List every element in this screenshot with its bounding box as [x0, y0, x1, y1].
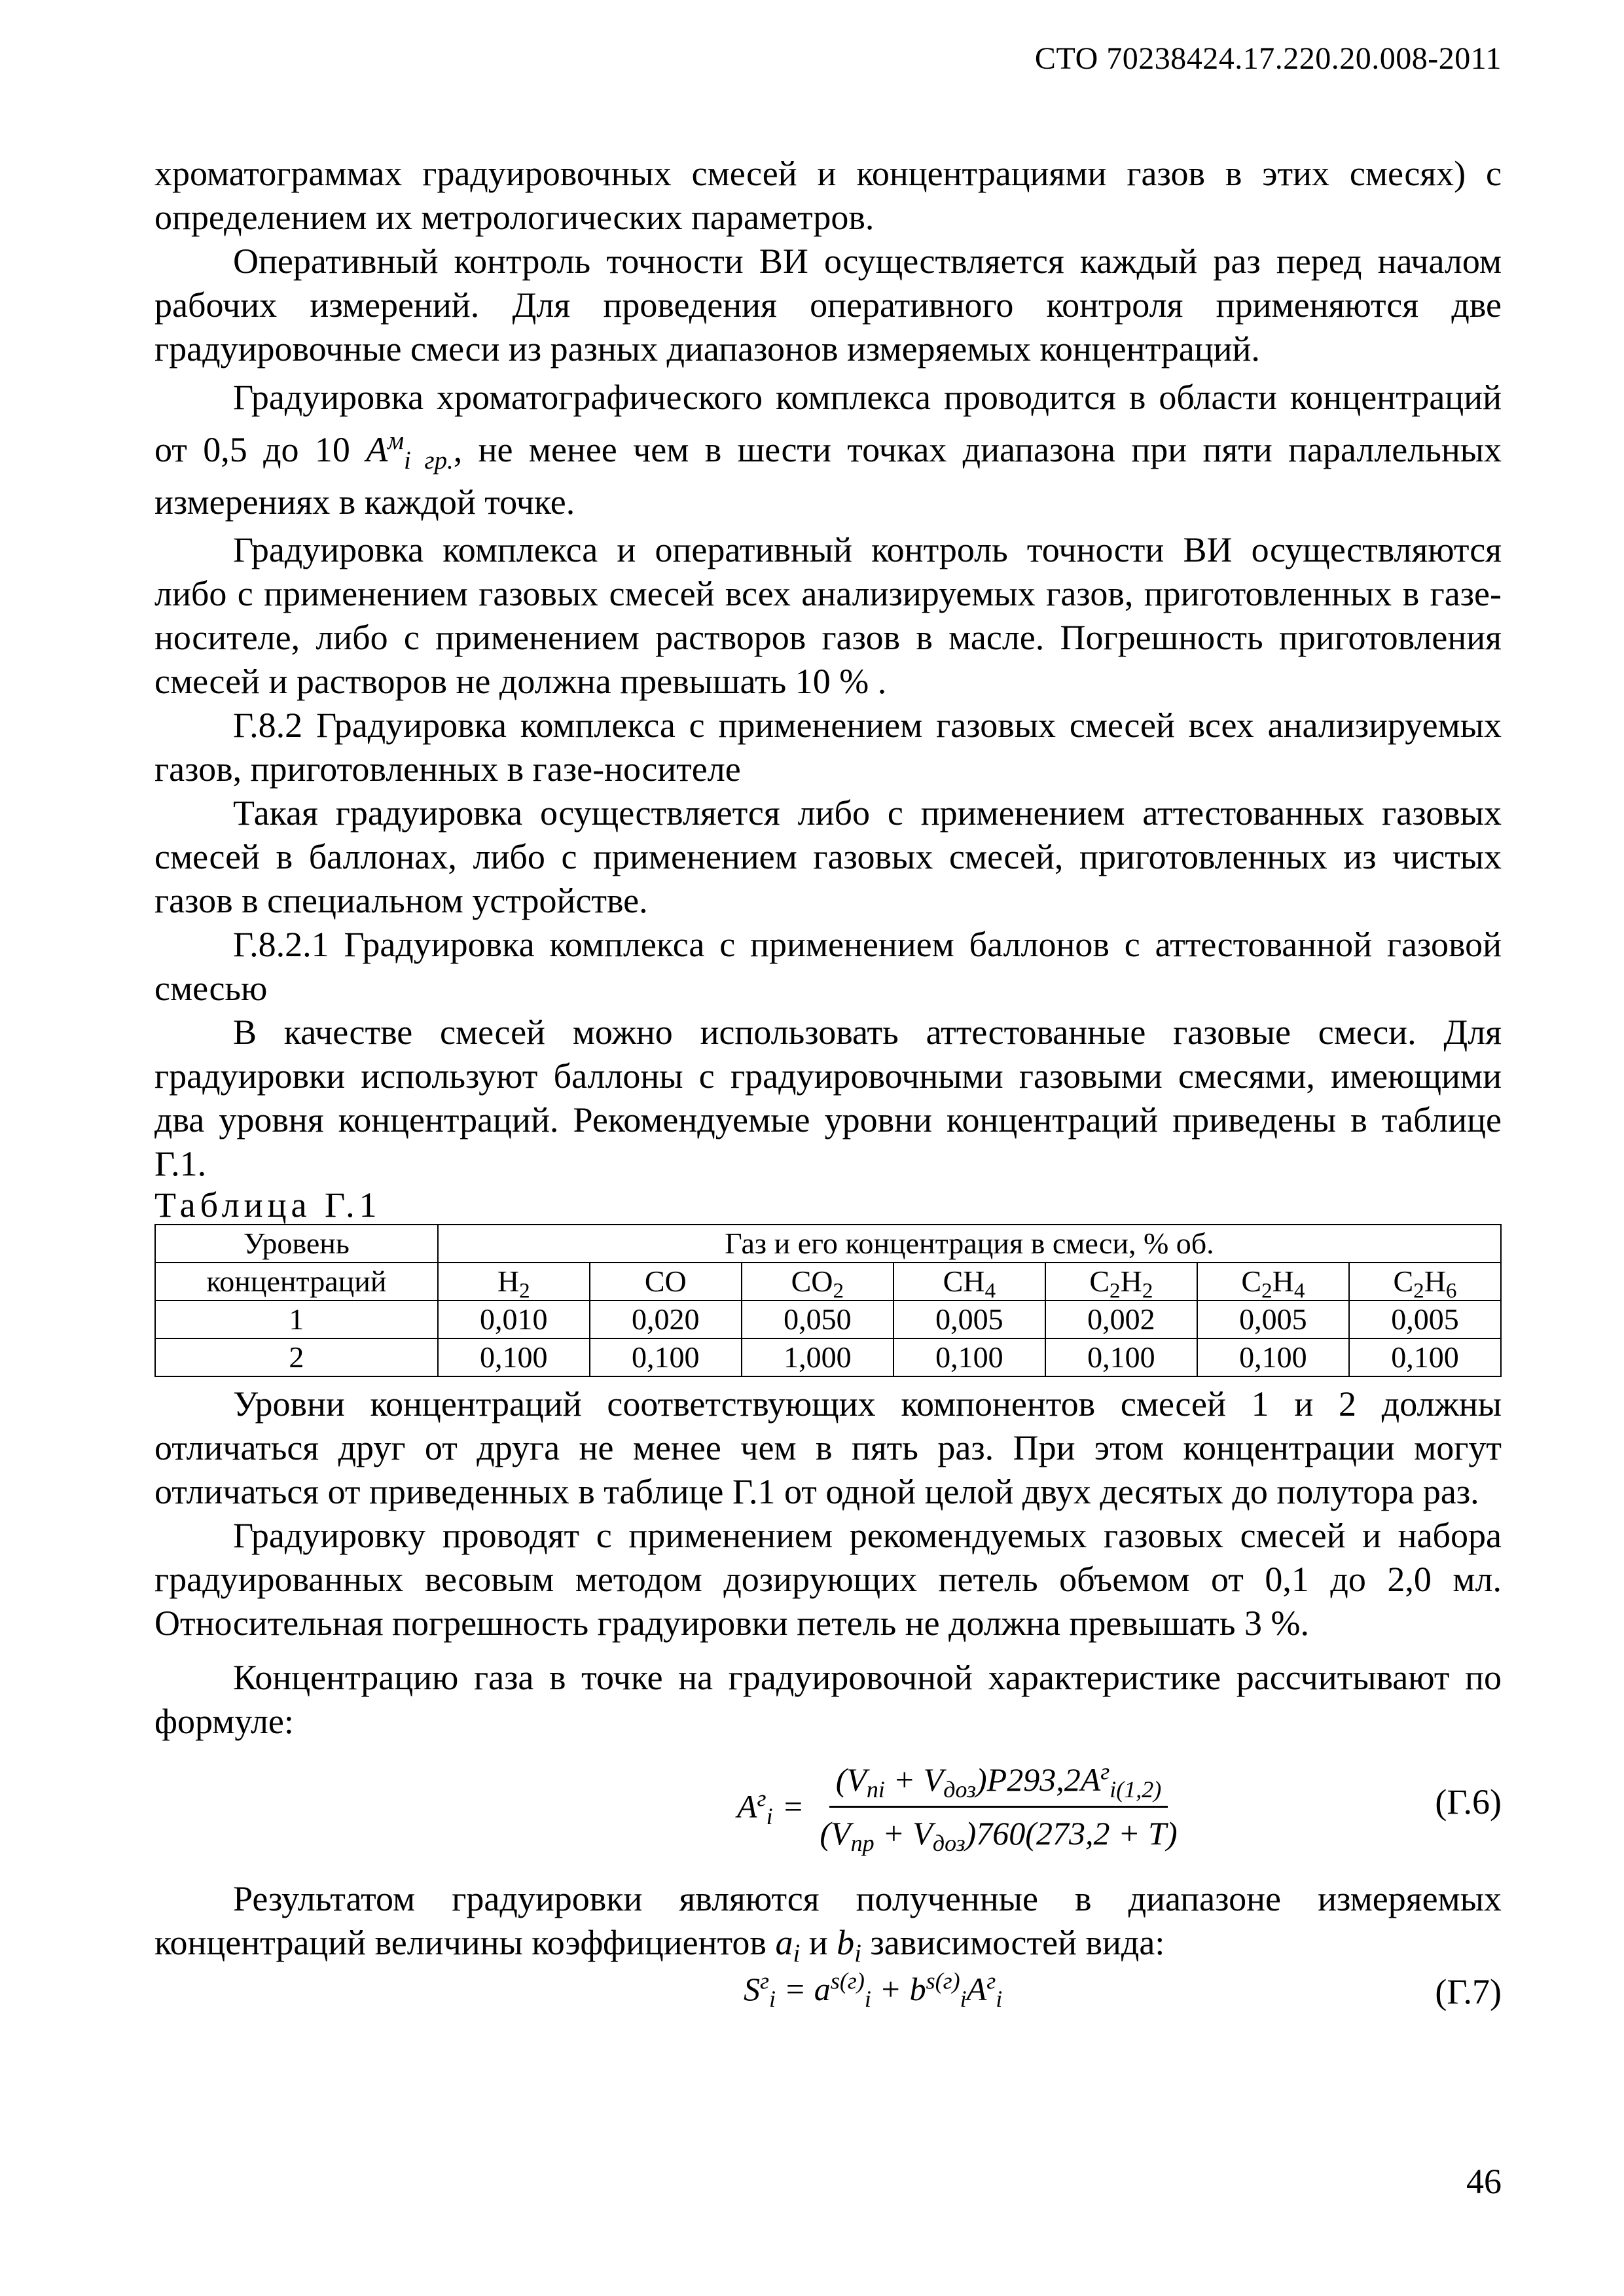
table-value-cell: 0,005 [1349, 1300, 1501, 1338]
table-gas-header-cell: $H_2$ [438, 1263, 590, 1300]
formula-number: (Г.7) [1435, 1972, 1502, 2011]
section-heading: Г.8.2 Градуировка комплекса с применением газовых смесей всех анализируемых газов, приготовленных в газе-носителе [154, 706, 1502, 789]
formula-numerator: $(V_{ni} + V_{доз})P293,2A^г_{i(1,2)}$ [829, 1758, 1168, 1808]
table-gas-header-cell: $C_2H_2$ [1045, 1263, 1197, 1300]
table-caption: Таблица Г.1 [154, 1185, 382, 1225]
formula-fraction [813, 1758, 1183, 1856]
table-value-cell: 0,020 [590, 1300, 742, 1338]
concentration-table [154, 1224, 1502, 1377]
table-header-row [155, 1263, 1501, 1300]
table-gas-header-cell: $CH_4$ [893, 1263, 1045, 1300]
document-body [154, 152, 1502, 2017]
paragraph: Градуировка комплекса и оперативный контроль точности ВИ осуществляются либо с применением газовых смесей всех анализируемых газов, приготовленных в газе-носителе, либо с применением растворов газов в масле. Погрешность приготовления смесей и растворов не должна превышать 10 % . [154, 530, 1502, 701]
math-symbol: $a_i$ [775, 1923, 801, 1967]
paragraph: Градуировку проводят с применением рекомендуемых газовых смесей и набора градуированных весовым методом дозирующих петель объемом от 0,1 до 2,0 мл. Относительная погрешность градуировки петель не должна превышать 3 %. [154, 1516, 1502, 1643]
table-row [155, 1338, 1501, 1376]
table-level-cell: 1 [155, 1300, 438, 1338]
table-header-cell: концентраций [155, 1263, 438, 1300]
subsection-heading: Г.8.2.1 Градуировка комплекса с применением баллонов с аттестованной газовой смесью [154, 925, 1502, 1008]
formula-denominator: $(V_{пр} + V_{доз})760(273,2 + T)$ [820, 1814, 1178, 1856]
table-level-cell: 2 [155, 1338, 438, 1376]
table-value-cell: 1,000 [742, 1338, 893, 1376]
paragraph: хроматограммах градуировочных смесей и концентрациями газов в этих смесях) с определением их метрологических параметров. [154, 154, 1502, 237]
table-value-cell: 0,100 [1045, 1338, 1197, 1376]
table-gas-header-cell: $CO_2$ [742, 1263, 893, 1300]
paragraph: В качестве смесей можно использовать аттестованные газовые смеси. Для градуировки используют баллоны с градуировочными газовыми смесями, имеющими два уровня концентраций. Рекомендуемые уровни концентраций приведены в таблице Г.1. [154, 1013, 1502, 1183]
table-value-cell: 0,100 [1349, 1338, 1501, 1376]
formula-expression: $S^г_i = a^{s(г)}_i + b^{s(г)}_iA^г_i$ [744, 1967, 1003, 2013]
table-value-cell: 0,010 [438, 1300, 590, 1338]
paragraph-with-symbols: Результатом градуировки являются полученные в диапазоне измеряемых концентраций величины коэффициентов $a_i$ и $b_i$ зависимостей вида: [154, 1879, 1502, 1967]
formula-g7 [154, 1965, 1502, 2017]
page-number: 46 [1466, 2162, 1502, 2201]
paragraph: Концентрацию газа в точке на градуировочной характеристике рассчитывают по формуле: [154, 1658, 1502, 1741]
table-row [155, 1300, 1501, 1338]
table-value-cell: 0,100 [438, 1338, 590, 1376]
table-header-group: Газ и его концентрация в смеси, % об. [438, 1225, 1501, 1263]
paragraph: Такая градуировка осуществляется либо с применением аттестованных газовых смесей в баллонах, либо с применением газовых смесей, приготовленных из чистых газов в специальном устройстве. [154, 793, 1502, 920]
table-value-cell: 0,005 [893, 1300, 1045, 1338]
table-header-cell: Уровень [155, 1225, 438, 1263]
paragraph: Уровни концентраций соответствующих компонентов смесей 1 и 2 должны отличаться друг от друга не менее чем в пять раз. При этом концентрации могут отличаться от приведенных в таблице Г.1 от одной целой двух десятых до полутора раз. [154, 1384, 1502, 1511]
paragraph: Оперативный контроль точности ВИ осуществляется каждый раз перед началом рабочих измерений. Для проведения оперативного контроля применяются две градуировочные смеси из разных диапазонов измеряемых концентраций. [154, 242, 1502, 368]
table-gas-header-cell: $C_2H_6$ [1349, 1263, 1501, 1300]
formula-lhs: $A^г_i$ [737, 1784, 773, 1829]
table-value-cell: 0,100 [1197, 1338, 1349, 1376]
table-value-cell: 0,002 [1045, 1300, 1197, 1338]
table-value-cell: 0,100 [590, 1338, 742, 1376]
math-symbol: $b_i$ [837, 1923, 861, 1967]
table-value-cell: 0,005 [1197, 1300, 1349, 1338]
table-value-cell: 0,100 [893, 1338, 1045, 1376]
formula-g6 [154, 1748, 1502, 1865]
document-code-header: СТО 70238424.17.220.20.008-2011 [1034, 41, 1502, 76]
document-page [154, 0, 1502, 2296]
paragraph-with-symbol: Градуировка хроматографического комплекса проводится в области концентраций от 0,5 до 10 $A^м_{i гр.}$, не менее чем в шести точках диапазона при пяти параллельных измерениях в каждой точке. [154, 378, 1502, 522]
table-header-row [155, 1225, 1501, 1263]
table-value-cell: 0,050 [742, 1300, 893, 1338]
formula-expression: $A^г_i$ = $\frac{(V_{ni} + V_{доз})P293,2A^г_{i(1,2)}}{(V_{пр} + V_{доз})760(273,2 + T)}$ [737, 1748, 1184, 1865]
table-gas-header-cell: $C_2H_4$ [1197, 1263, 1349, 1300]
math-symbol: $A^м_{i гр.}$ [366, 427, 454, 475]
formula-number: (Г.6) [1435, 1782, 1502, 1821]
table-gas-header-cell: CO [590, 1263, 742, 1300]
